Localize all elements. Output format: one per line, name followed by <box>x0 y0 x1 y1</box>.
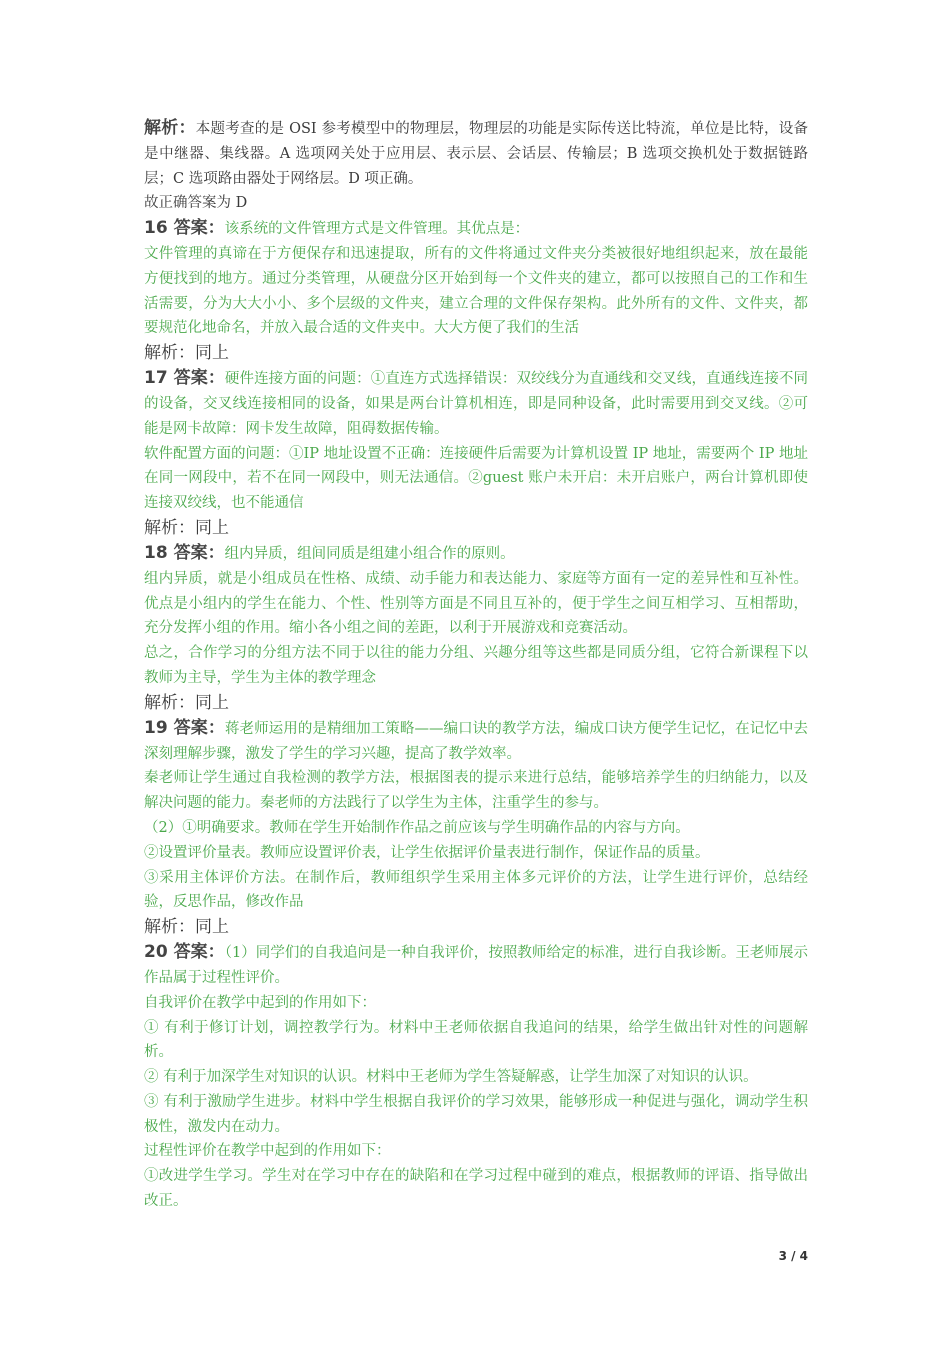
answer-18-label: 18 答案： <box>144 542 225 563</box>
answer-16-lead: 该系统的文件管理方式是文件管理。其优点是： <box>224 221 530 238</box>
answer-19-paragraph: ②设置评价量表。教师应设置评价表，让学生依据评价量表进行制作，保证作品的质量。 <box>144 844 710 861</box>
answer-20-paragraph: 自我评价在教学中起到的作用如下： <box>144 994 376 1011</box>
answer-18 <box>144 541 808 567</box>
answer-20-lead: （1）同学们的自我追问是一种自我评价，按照教师给定的标准，进行自我诊断。王老师展示作品属于过程性评价。 <box>144 945 808 986</box>
answer-19-lead: 蒋老师运用的是精细加工策略——编口诀的教学方法，编成口诀方便学生记忆，在记忆中去深刻理解步骤，激发了学生的学习兴趣，提高了教学效率。 <box>144 720 808 762</box>
answer-16 <box>144 216 808 242</box>
answer-20-paragraph: ③ 有利于激励学生进步。材料中学生根据自我评价的学习效果，能够形成一种促进与强化，调动学生积极性，激发内在动力。 <box>144 1093 808 1135</box>
answer-17 <box>144 366 808 441</box>
answer-17-label: 17 答案： <box>144 368 225 389</box>
answer-20-paragraph: ①改进学生学习。学生对在学习中存在的缺陷和在学习过程中碰到的难点，根据教师的评语、指导做出改正。 <box>144 1168 808 1210</box>
answer-19-paragraph: ③采用主体评价方法。在制作后，教师组织学生采用主体多元评价的方法，让学生进行评价，总结经验，反思作品，修改作品 <box>144 869 808 911</box>
answer-20-paragraph: 过程性评价在教学中起到的作用如下： <box>144 1143 391 1160</box>
answer-18-lead: 组内异质，组间同质是组建小组合作的原则。 <box>224 545 515 562</box>
answer-20 <box>144 940 808 991</box>
analysis-label: 解析： <box>144 118 196 138</box>
analysis-text: 本题考查的是 OSI 参考模型中的物理层，物理层的功能是实际传送比特流，单位是比特，设备是中继器、集线器。A 选项网关处于应用层、表示层、会话层、传输层；B 选项交换机处于数据链路层；C 选项路由器处于网络层。D 项正确。 <box>144 121 808 187</box>
analysis-15 <box>144 116 808 191</box>
analysis-18: 解析：同上 <box>144 692 229 713</box>
answer-18-paragraph: 组内异质，就是小组成员在性格、成绩、动手能力和表达能力、家庭等方面有一定的差异性和互补性。优点是小组内的学生在能力、个性、性别等方面是不同且互补的，便于学生之间互相学习、互相帮助，充分发挥小组的作用。缩小各小组之间的差距，以利于开展游戏和竞赛活动。 <box>144 570 808 637</box>
answer-19-paragraph: 秦老师让学生通过自我检测的教学方法，根据图表的提示来进行总结，能够培养学生的归纳能力，以及解决问题的能力。秦老师的方法践行了以学生为主体，注重学生的参与。 <box>144 770 808 812</box>
answer-16-paragraph: 文件管理的真谛在于方便保存和迅速提取，所有的文件将通过文件夹分类被很好地组织起来，放在最能方便找到的地方。通过分类管理，从硬盘分区开始到每一个文件夹的建立，都可以按照自己的工作和生活需要，分为大大小小、多个层级的文件夹，建立合理的文件保存架构。此外所有的文件、文件夹，都要规范化地命名，并放入最合适的文件夹中。大大方便了我们的生活 <box>144 245 808 337</box>
answer-18-paragraph: 总之，合作学习的分组方法不同于以往的能力分组、兴趣分组等这些都是同质分组，它符合新课程下以教师为主导，学生为主体的教学理念 <box>144 645 808 686</box>
answer-conclusion: 故正确答案为 D <box>144 195 248 212</box>
answer-19-label: 19 答案： <box>144 717 225 738</box>
answer-20-paragraph: ① 有利于修订计划，调控教学行为。材料中王老师依据自我追问的结果，给学生做出针对性的问题解析。 <box>144 1019 808 1061</box>
answer-20-label: 20 答案： <box>144 942 225 963</box>
page-number: 3 / 4 <box>778 1249 808 1263</box>
analysis-16: 解析：同上 <box>144 343 229 364</box>
answer-19 <box>144 716 808 767</box>
answer-16-label: 16 答案： <box>144 218 225 239</box>
analysis-17: 解析：同上 <box>144 517 229 538</box>
answer-19-paragraph: （2）①明确要求。教师在学生开始制作作品之前应该与学生明确作品的内容与方向。 <box>144 819 690 836</box>
answer-17-paragraph: 软件配置方面的问题：①IP 地址设置不正确：连接硬件后需要为计算机设置 IP 地址，需要两个 IP 地址在同一网段中，若不在同一网段中，则无法通信。②guest 账户未开启：未开启账户，两台计算机即使连接双绞线，也不能通信 <box>144 445 808 512</box>
answer-17-lead: 硬件连接方面的问题：①直连方式选择错误：双绞线分为直通线和交叉线，直通线连接不同的设备，交叉线连接相同的设备，如果是两台计算机相连，即是同种设备，此时需要用到交叉线。②可能是网卡故障：网卡发生故障，阻碍数据传输。 <box>144 371 809 437</box>
answer-20-paragraph: ② 有利于加深学生对知识的认识。材料中王老师为学生答疑解惑，让学生加深了对知识的认识。 <box>144 1069 758 1086</box>
analysis-19: 解析：同上 <box>144 917 229 938</box>
document-page <box>144 116 808 1214</box>
